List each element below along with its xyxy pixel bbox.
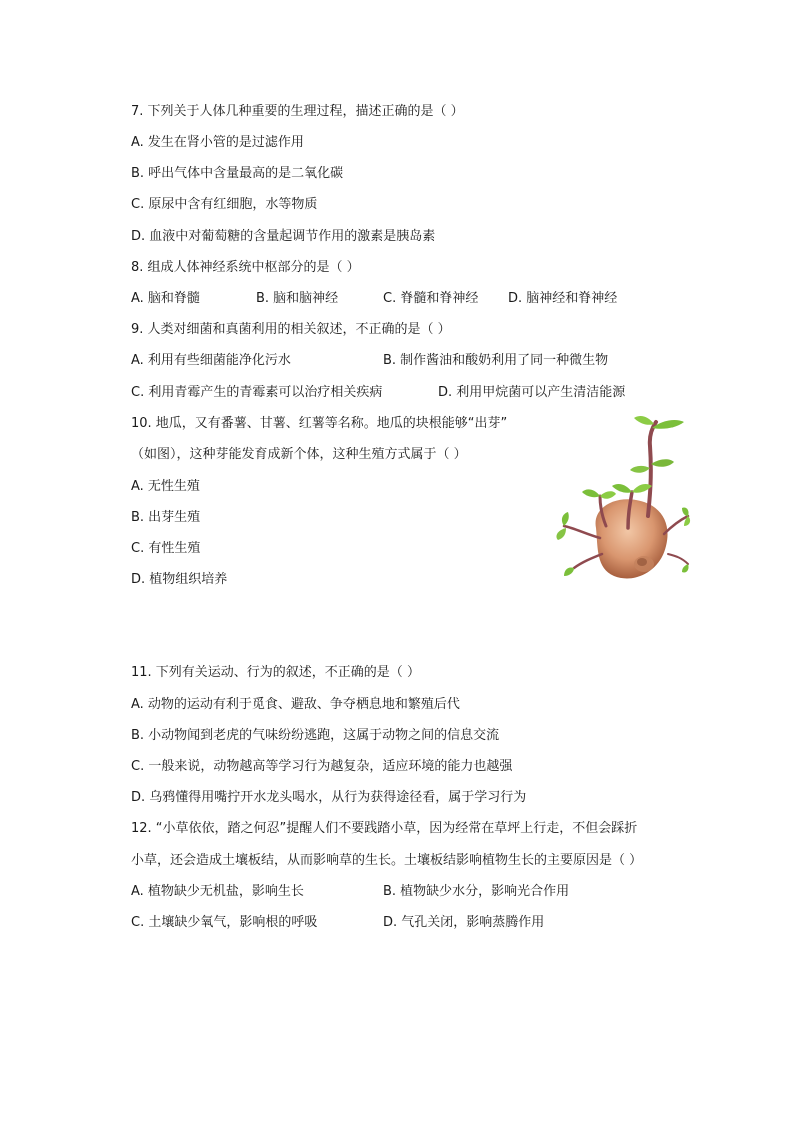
question-12-stem: 12. “小草依依，踏之何忍”提醒人们不要践踏小草，因为经常在草坪上行走，不但会踩折 <box>131 821 638 836</box>
q9-option-d: D. 利用甲烷菌可以产生清洁能源 <box>438 385 626 400</box>
sprouting-sweet-potato-image <box>556 416 692 588</box>
q9-option-c: C. 利用青霉产生的青霉素可以治疗相关疾病 <box>131 385 383 400</box>
q12-option-a: A. 植物缺少无机盐，影响生长 <box>131 884 304 899</box>
q8-option-c: C. 脊髓和脊神经 <box>383 291 479 306</box>
q11-option-c: C. 一般来说，动物越高等学习行为越复杂，适应环境的能力也越强 <box>131 759 513 774</box>
q8-option-d: D. 脑神经和脊神经 <box>508 291 618 306</box>
q10-option-a: A. 无性生殖 <box>131 479 200 494</box>
q10-option-d: D. 植物组织培养 <box>131 572 228 587</box>
q10-option-b: B. 出芽生殖 <box>131 510 201 525</box>
q8-option-a: A. 脑和脊髓 <box>131 291 200 306</box>
q8-option-b: B. 脑和脑神经 <box>256 291 339 306</box>
q7-option-c: C. 原尿中含有红细胞，水等物质 <box>131 197 318 212</box>
q11-option-b: B. 小动物闻到老虎的气味纷纷逃跑，这属于动物之间的信息交流 <box>131 728 500 743</box>
q12-option-d: D. 气孔关闭，影响蒸腾作用 <box>383 915 545 930</box>
q11-option-a: A. 动物的运动有利于觅食、避敌、争夺栖息地和繁殖后代 <box>131 697 460 712</box>
question-11-stem: 11. 下列有关运动、行为的叙述，不正确的是（ ） <box>131 665 420 680</box>
question-7-stem: 7. 下列关于人体几种重要的生理过程，描述正确的是（ ） <box>131 104 464 119</box>
question-9-stem: 9. 人类对细菌和真菌利用的相关叙述，不正确的是（ ） <box>131 322 451 337</box>
q7-option-d: D. 血液中对葡萄糖的含量起调节作用的激素是胰岛素 <box>131 229 436 244</box>
q9-option-b: B. 制作酱油和酸奶利用了同一种微生物 <box>383 353 609 368</box>
q9-option-a: A. 利用有些细菌能净化污水 <box>131 353 291 368</box>
q7-option-a: A. 发生在肾小管的是过滤作用 <box>131 135 304 150</box>
q11-option-d: D. 乌鸦懂得用嘴拧开水龙头喝水，从行为获得途径看，属于学习行为 <box>131 790 527 805</box>
question-10-stem-continued: （如图），这种芽能发育成新个体，这种生殖方式属于（ ） <box>131 447 467 462</box>
q10-option-c: C. 有性生殖 <box>131 541 201 556</box>
question-12-stem-continued: 小草，还会造成土壤板结，从而影响草的生长。土壤板结影响植物生长的主要原因是（ ） <box>131 853 643 868</box>
q12-option-b: B. 植物缺少水分，影响光合作用 <box>383 884 570 899</box>
question-8-stem: 8. 组成人体神经系统中枢部分的是（ ） <box>131 260 360 275</box>
q7-option-b: B. 呼出气体中含量最高的是二氧化碳 <box>131 166 344 181</box>
q12-option-c: C. 土壤缺少氧气，影响根的呼吸 <box>131 915 318 930</box>
question-10-stem: 10. 地瓜，又有番薯、甘薯、红薯等名称。地瓜的块根能够“出芽” <box>131 416 508 431</box>
